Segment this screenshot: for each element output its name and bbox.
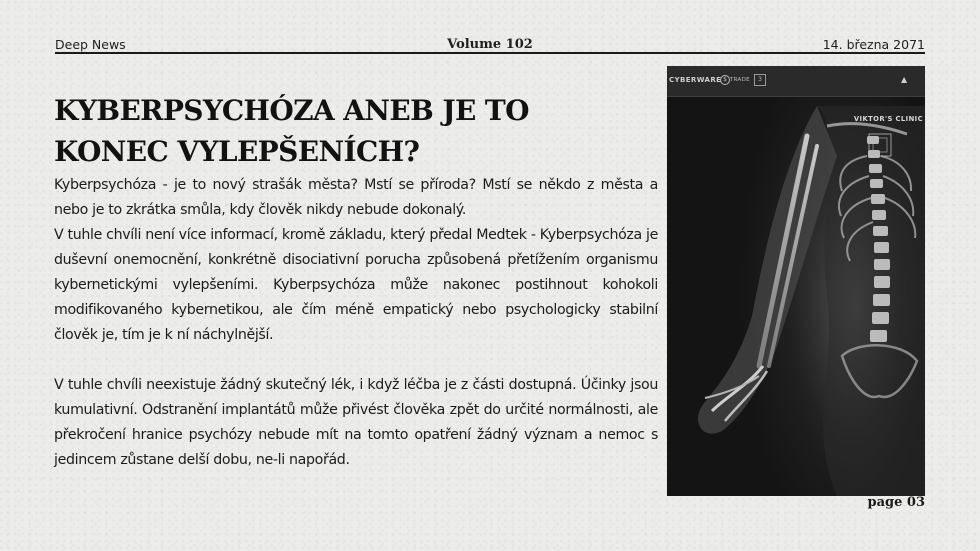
article-paragraph-3: V tuhle chvíli neexistuje žádný skutečný lék, i když léčba je z části dostupná. Účinky jsou kumulativní. Odstranění implantátů může přivést člověka zpět do určité normálnosti, ale překročení hranice psychózy nebude mít na tomto opatření žádný význam a nemoc s jedincem zůstane delší dobu, ne-li napořád. bbox=[54, 377, 658, 468]
xray-illustration bbox=[667, 66, 925, 496]
cyberware-xray-image bbox=[667, 66, 925, 496]
article-body bbox=[54, 173, 658, 473]
article-paragraph-2: V tuhle chvíli není více informací, kromě základu, který předal Medtek - Kyberpsychóza je duševní onemocnění, konkrétně disociativní porucha způsobená přetížením organismu kybernetickými vylepšeními. Kyberpsychóza může nakonec postihnout kohokoli modifikovaného kybernetikou, ale čím méně empatický nebo psychologicky stabilní člověk je, tím je k ní náchylnější. bbox=[54, 227, 658, 343]
trade-icon: $ bbox=[720, 75, 730, 85]
hud-title: CYBERWARE bbox=[669, 76, 722, 84]
volume-label: Volume 102 bbox=[447, 37, 533, 52]
masthead-divider bbox=[55, 52, 925, 54]
hud-trade-label: TRADE bbox=[730, 77, 750, 83]
publication-name: Deep News bbox=[55, 37, 126, 52]
issue-date: 14. března 2071 bbox=[822, 37, 925, 52]
hud-toolbar bbox=[667, 66, 925, 97]
article-headline: KYBERPSYCHÓZA ANEB JE TO KONEC VYLEPŠENÍCH? bbox=[54, 94, 529, 168]
masthead bbox=[55, 34, 925, 54]
hud-key-hint: 3 bbox=[754, 74, 766, 86]
money-icon: ▲ bbox=[901, 75, 908, 84]
page-number: page 03 bbox=[867, 495, 925, 510]
clinic-label: VIKTOR'S CLINIC bbox=[853, 115, 923, 123]
article-paragraph-1: Kyberpsychóza - je to nový strašák města? Mstí se příroda? Mstí se někdo z města a nebo je to zkrátka smůla, kdy člověk nikdy nebude dokonalý. bbox=[54, 177, 658, 218]
